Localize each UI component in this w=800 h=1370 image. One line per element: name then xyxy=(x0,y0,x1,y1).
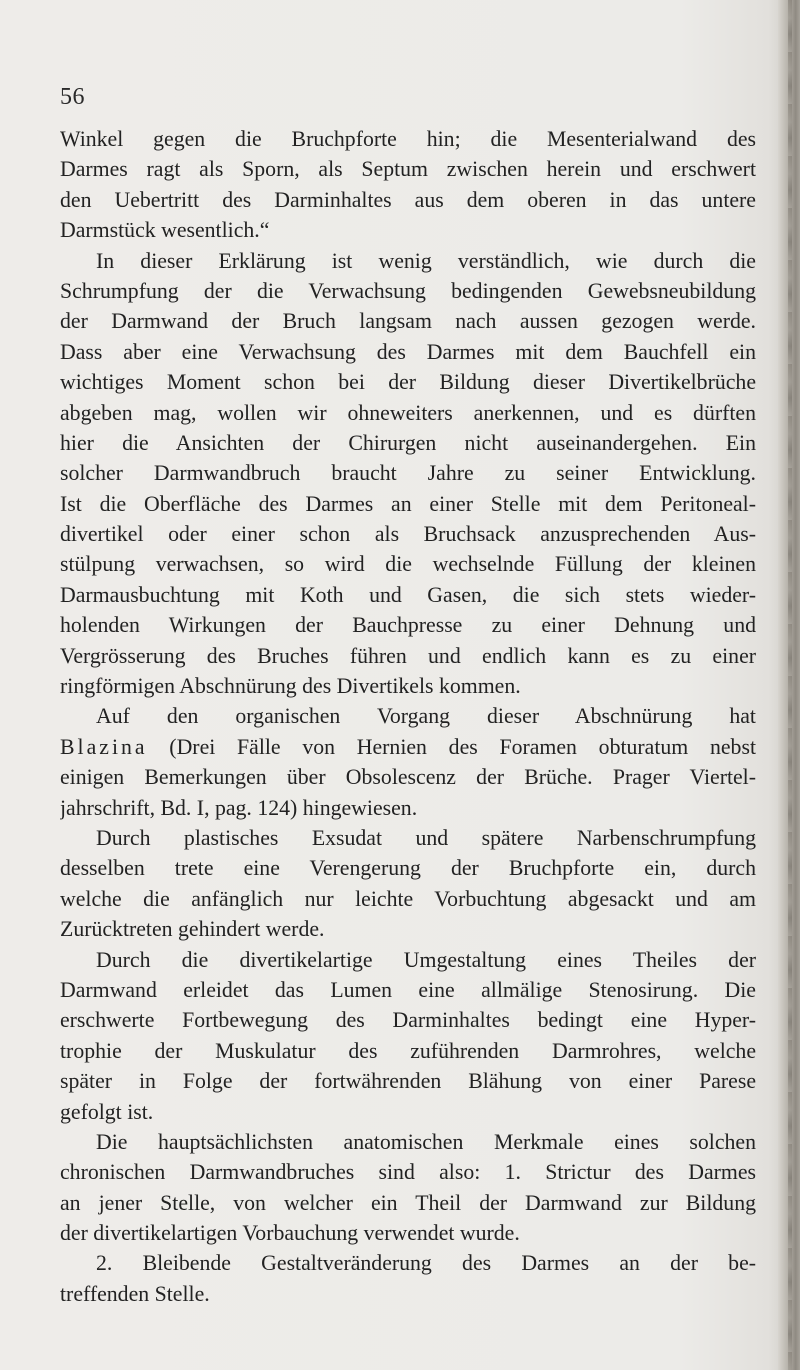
text-line: gefolgt ist. xyxy=(60,1099,154,1124)
text-line: den Uebertritt des Darminhaltes aus dem oberen in das untere xyxy=(60,187,756,212)
page-edge-texture xyxy=(788,0,792,1370)
text-line: desselben trete eine Verengerung der Bruchpforte ein, durch xyxy=(60,856,756,881)
text-line: Ist die Oberfläche des Darmes an einer Stelle mit dem Peritoneal- xyxy=(60,491,756,516)
body-text xyxy=(60,124,756,1309)
text-line: stülpung verwachsen, so wird die wechselnde Füllung der kleinen xyxy=(60,552,756,577)
text-line: Darmausbuchtung mit Koth und Gasen, die sich stets wieder- xyxy=(60,582,756,607)
text-line: der divertikelartigen Vorbauchung verwendet wurde. xyxy=(60,1221,520,1246)
text-line: Auf den organischen Vorgang dieser Abschnürung hat xyxy=(96,704,756,729)
text-line: divertikel oder einer schon als Bruchsack anzusprechenden Aus- xyxy=(60,522,756,547)
text-line: Durch die divertikelartige Umgestaltung eines Theiles der xyxy=(96,947,756,972)
text-line: holenden Wirkungen der Bauchpresse zu einer Dehnung und xyxy=(60,613,756,638)
text-line: Darmes ragt als Sporn, als Septum zwischen herein und erschwert xyxy=(60,157,756,182)
text-line: Zurücktreten gehindert werde. xyxy=(60,917,325,942)
text-line: In dieser Erklärung ist wenig verständlich, wie durch die xyxy=(96,248,756,273)
text-line: treffenden Stelle. xyxy=(60,1281,210,1306)
text-line: welche die anfänglich nur leichte Vorbuchtung abgesackt und am xyxy=(60,886,756,911)
text-line: Winkel gegen die Bruchpforte hin; die Mesenterialwand des xyxy=(60,127,756,151)
text-line: chronischen Darmwandbruches sind also: 1. Strictur des Darmes xyxy=(60,1160,756,1185)
text-line: der Darmwand der Bruch langsam nach aussen gezogen werde. xyxy=(60,309,756,334)
text-line: Die hauptsächlichsten anatomischen Merkmale eines solchen xyxy=(96,1129,756,1154)
text-line: abgeben mag, wollen wir ohneweiters anerkennen, und es dürften xyxy=(60,400,756,425)
page-number: 56 xyxy=(60,84,85,110)
text-line: hier die Ansichten der Chirurgen nicht auseinandergehen. Ein xyxy=(60,430,756,455)
text-line: solcher Darmwandbruch braucht Jahre zu seiner Entwicklung. xyxy=(60,461,756,486)
text-line: Darmwand erleidet das Lumen eine allmälige Stenosirung. Die xyxy=(60,977,756,1002)
text-line: an jener Stelle, von welcher ein Theil der Darmwand zur Bildung xyxy=(60,1190,756,1215)
text-line: jahrschrift, Bd. I, pag. 124) hingewiesen. xyxy=(60,795,418,820)
text-line: 2. Bleibende Gestaltveränderung des Darmes an der be- xyxy=(96,1251,756,1276)
text-line: Dass aber eine Verwachsung des Darmes mit dem Bauchfell ein xyxy=(60,339,756,364)
text-line: Blazina (Drei Fälle von Hernien des Foramen obturatum nebst xyxy=(60,734,756,759)
text-line: einigen Bemerkungen über Obsolescenz der Brüche. Prager Viertel- xyxy=(60,765,756,790)
text-line: erschwerte Fortbewegung des Darminhaltes bedingt eine Hyper- xyxy=(60,1008,756,1033)
text-line: trophie der Muskulatur des zuführenden Darmrohres, welche xyxy=(60,1038,756,1063)
text-line: Darmstück wesentlich.“ xyxy=(60,218,270,243)
text-line: wichtiges Moment schon bei der Bildung dieser Divertikelbrüche xyxy=(60,370,756,395)
text-line: ringförmigen Abschnürung des Divertikels kommen. xyxy=(60,674,521,699)
text-line: Durch plastisches Exsudat und spätere Narbenschrumpfung xyxy=(96,825,756,850)
text-line: später in Folge der fortwährenden Blähung von einer Parese xyxy=(60,1069,756,1094)
text-line: Vergrösserung des Bruches führen und endlich kann es zu einer xyxy=(60,643,756,668)
text-line: Schrumpfung der die Verwachsung bedingenden Gewebsneubildung xyxy=(60,278,756,303)
author-name: Blazina xyxy=(60,734,148,759)
